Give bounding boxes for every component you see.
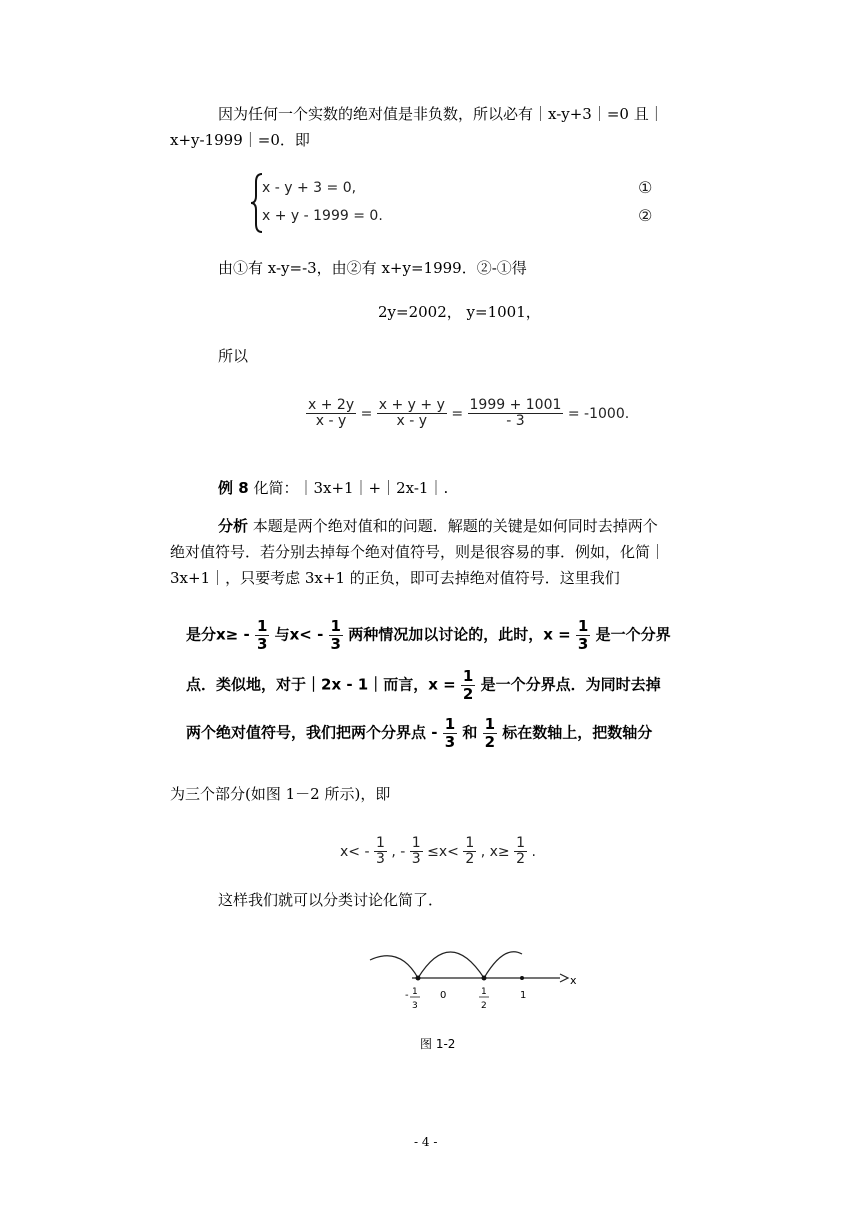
analysis-label: 分析 bbox=[218, 517, 249, 535]
number-line-figure bbox=[360, 930, 590, 1020]
tick-frac-b-num: 1 bbox=[481, 987, 487, 997]
arc-middle bbox=[418, 952, 484, 978]
frac-one-third-d: $\frac{1}{3}$ bbox=[444, 715, 456, 751]
system-eq1: x - y + 3 = 0, bbox=[262, 180, 357, 196]
inequalities: x< - $\frac{1}{3}$ , - $\frac{1}{3}$ ≤x< $\frac{1}{2}$ , x≥ $\frac{1}{2}$ . bbox=[340, 835, 536, 868]
bold-line3: 两个绝对值符号，我们把两个分界点 - $\frac{1}{3}$ 和 $\frac{1}{2}$ 标在数轴上，把数轴分 bbox=[186, 715, 653, 751]
example-label: 例 8 bbox=[218, 479, 249, 497]
para3: 为三个部分(如图 1－2 所示)，即 bbox=[170, 785, 391, 803]
para1-line1: 因为任何一个实数的绝对值是非负数，所以必有｜x-y+3｜=0 且｜ bbox=[218, 105, 664, 123]
system-eq2: x + y - 1999 = 0. bbox=[262, 208, 383, 224]
analysis-line1: 分析 本题是两个绝对值和的问题．解题的关键是如何同时去掉两个 bbox=[218, 517, 658, 535]
point-one-half bbox=[482, 976, 487, 981]
axis-label: x bbox=[570, 974, 577, 987]
frac-1: $\frac{x + 2y}{x - y}$ bbox=[308, 397, 355, 430]
analysis-line3: 3x+1｜，只要考虑 3x+1 的正负，即可去掉绝对值符号．这里我们 bbox=[170, 569, 620, 587]
example-text: 化简：｜3x+1｜+｜2x-1｜. bbox=[248, 479, 449, 497]
frac-2: $\frac{x + y + y}{x - y}$ bbox=[378, 397, 445, 430]
frac-one-third-c: $\frac{1}{3}$ bbox=[577, 617, 589, 653]
point-minus-one-third bbox=[416, 976, 421, 981]
page-number: - 4 - bbox=[414, 1135, 438, 1149]
point-one bbox=[520, 976, 524, 980]
arc-left bbox=[370, 956, 418, 978]
para2: 由①有 x-y=-3，由②有 x+y=1999．②-①得 bbox=[218, 259, 527, 277]
arc-right bbox=[484, 952, 522, 978]
para1-line2: x+y-1999｜=0．即 bbox=[170, 131, 310, 149]
figure-caption: 图 1-2 bbox=[420, 1037, 456, 1051]
frac-3: $\frac{1999 + 1001}{- 3}$ bbox=[469, 397, 562, 430]
system-mark1: ① bbox=[638, 178, 653, 197]
so-text: 所以 bbox=[218, 347, 249, 365]
tick-zero: 0 bbox=[440, 990, 447, 1001]
frac-one-third-b: $\frac{1}{3}$ bbox=[330, 617, 341, 653]
example-8 bbox=[218, 478, 448, 498]
bold-line2: 点．类似地，对于｜2x - 1｜而言，x = $\frac{1}{2}$ 是一个分界点．为同时去掉 bbox=[186, 667, 661, 703]
analysis-line2: 绝对值符号．若分别去掉每个绝对值符号，则是很容易的事．例如，化简｜ bbox=[170, 543, 666, 561]
tick-minus-sign: - bbox=[405, 990, 409, 1001]
solve-line: 2y=2002， y=1001， bbox=[378, 303, 541, 321]
frac-one-half-b: $\frac{1}{2}$ bbox=[484, 715, 496, 751]
tick-one: 1 bbox=[520, 990, 527, 1001]
frac-one-third-a: $\frac{1}{3}$ bbox=[256, 617, 268, 653]
para4: 这样我们就可以分类讨论化简了． bbox=[218, 891, 444, 909]
tick-frac-a-den: 3 bbox=[412, 1001, 418, 1011]
system-mark2: ② bbox=[638, 206, 653, 225]
axis-arrow bbox=[560, 974, 568, 982]
frac-one-half-a: $\frac{1}{2}$ bbox=[462, 667, 474, 703]
tick-frac-a-num: 1 bbox=[412, 987, 418, 997]
fraction-equation: $\frac{x + 2y}{x - y}$ = $\frac{x + y + y}{x - y}$ = $\frac{1999 + 1001}{- 3}$ = -1000. bbox=[308, 397, 630, 430]
tick-frac-b-den: 2 bbox=[481, 1001, 487, 1011]
bold-line1: 是分x≥ - $\frac{1}{3}$ 与x< - $\frac{1}{3}$ 两种情况加以讨论的，此时，x = $\frac{1}{3}$ 是一个分界 bbox=[186, 617, 671, 653]
